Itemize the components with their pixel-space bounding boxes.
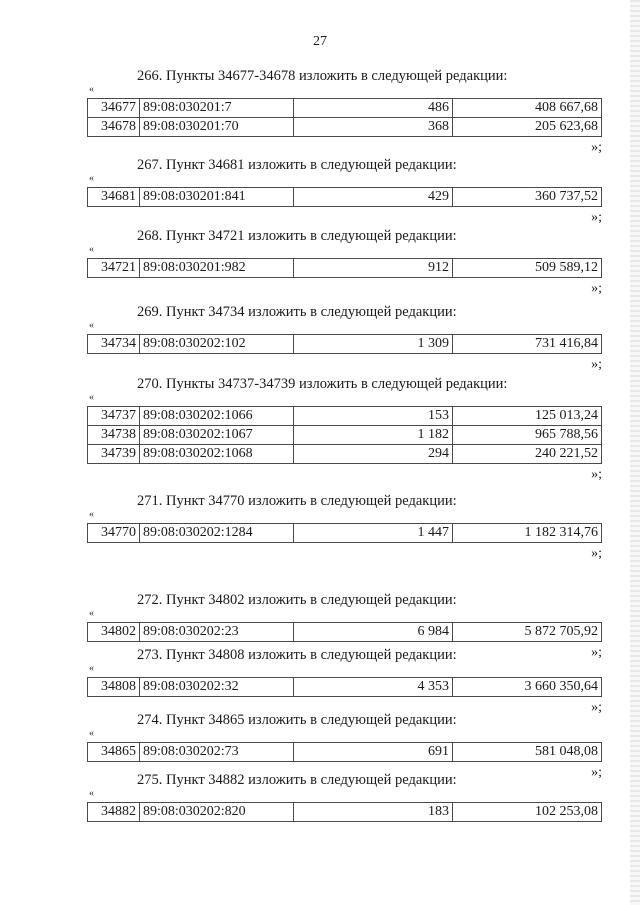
table-row (88, 426, 602, 445)
table-row (88, 99, 602, 118)
table-row (88, 407, 602, 426)
amendment-heading: 270. Пункты 34737-34739 изложить в следующей редакции: (137, 376, 508, 392)
opening-quote: « (89, 509, 94, 520)
value-cell: 965 788,56 (453, 426, 602, 445)
cadastral-number-cell: 89:08:030201:70 (140, 118, 294, 137)
value-cell: 125 013,24 (453, 407, 602, 426)
area-cell: 368 (294, 118, 453, 137)
amendment-table (87, 187, 602, 207)
closing-quote: »; (591, 281, 602, 296)
cadastral-number-cell: 89:08:030202:1067 (140, 426, 294, 445)
item-number-cell: 34802 (88, 623, 140, 642)
area-cell: 4 353 (294, 678, 453, 697)
item-number-cell: 34865 (88, 743, 140, 762)
table-row (88, 803, 602, 822)
table-row (88, 259, 602, 278)
area-cell: 912 (294, 259, 453, 278)
value-cell: 5 872 705,92 (453, 623, 602, 642)
area-cell: 486 (294, 99, 453, 118)
item-number-cell: 34681 (88, 188, 140, 207)
amendment-table (87, 677, 602, 697)
cadastral-number-cell: 89:08:030201:982 (140, 259, 294, 278)
cadastral-number-cell: 89:08:030201:841 (140, 188, 294, 207)
table-row (88, 188, 602, 207)
area-cell: 429 (294, 188, 453, 207)
area-cell: 1 309 (294, 335, 453, 354)
amendment-table (87, 98, 602, 137)
amendment-heading: 267. Пункт 34681 изложить в следующей редакции: (137, 157, 457, 173)
cadastral-number-cell: 89:08:030202:1066 (140, 407, 294, 426)
item-number-cell: 34739 (88, 445, 140, 464)
closing-quote: »; (591, 357, 602, 372)
item-number-cell: 34678 (88, 118, 140, 137)
opening-quote: « (89, 244, 94, 255)
value-cell: 360 737,52 (453, 188, 602, 207)
opening-quote: « (89, 608, 94, 619)
item-number-cell: 34721 (88, 259, 140, 278)
area-cell: 6 984 (294, 623, 453, 642)
amendment-heading: 273. Пункт 34808 изложить в следующей редакции: (137, 647, 457, 663)
area-cell: 1 182 (294, 426, 453, 445)
value-cell: 581 048,08 (453, 743, 602, 762)
item-number-cell: 34734 (88, 335, 140, 354)
amendment-heading: 269. Пункт 34734 изложить в следующей редакции: (137, 304, 457, 320)
cadastral-number-cell: 89:08:030202:73 (140, 743, 294, 762)
page-number: 27 (313, 34, 327, 49)
opening-quote: « (89, 320, 94, 331)
table-row (88, 118, 602, 137)
value-cell: 102 253,08 (453, 803, 602, 822)
area-cell: 153 (294, 407, 453, 426)
cadastral-number-cell: 89:08:030202:23 (140, 623, 294, 642)
amendment-table (87, 622, 602, 642)
cadastral-number-cell: 89:08:030202:820 (140, 803, 294, 822)
amendment-heading: 274. Пункт 34865 изложить в следующей редакции: (137, 712, 457, 728)
value-cell: 3 660 350,64 (453, 678, 602, 697)
table-row (88, 743, 602, 762)
opening-quote: « (89, 173, 94, 184)
amendment-table (87, 523, 602, 543)
opening-quote: « (89, 84, 94, 95)
closing-quote: »; (591, 546, 602, 561)
item-number-cell: 34808 (88, 678, 140, 697)
table-row (88, 623, 602, 642)
amendment-table (87, 802, 602, 822)
closing-quote: »; (591, 467, 602, 482)
table-row (88, 678, 602, 697)
closing-quote: »; (591, 700, 602, 715)
opening-quote: « (89, 663, 94, 674)
value-cell: 1 182 314,76 (453, 524, 602, 543)
area-cell: 294 (294, 445, 453, 464)
opening-quote: « (89, 728, 94, 739)
item-number-cell: 34737 (88, 407, 140, 426)
cadastral-number-cell: 89:08:030202:32 (140, 678, 294, 697)
item-number-cell: 34770 (88, 524, 140, 543)
area-cell: 691 (294, 743, 453, 762)
table-row (88, 445, 602, 464)
opening-quote: « (89, 392, 94, 403)
value-cell: 240 221,52 (453, 445, 602, 464)
cadastral-number-cell: 89:08:030202:1284 (140, 524, 294, 543)
amendment-table (87, 406, 602, 464)
amendment-heading: 272. Пункт 34802 изложить в следующей редакции: (137, 592, 457, 608)
amendment-table (87, 742, 602, 762)
amendment-heading: 266. Пункты 34677-34678 изложить в следующей редакции: (137, 68, 508, 84)
closing-quote: »; (591, 765, 602, 780)
amendment-heading: 275. Пункт 34882 изложить в следующей редакции: (137, 772, 457, 788)
table-row (88, 335, 602, 354)
closing-quote: »; (591, 210, 602, 225)
item-number-cell: 34677 (88, 99, 140, 118)
value-cell: 509 589,12 (453, 259, 602, 278)
opening-quote: « (89, 788, 94, 799)
cadastral-number-cell: 89:08:030202:102 (140, 335, 294, 354)
table-row (88, 524, 602, 543)
amendment-table (87, 258, 602, 278)
cadastral-number-cell: 89:08:030201:7 (140, 99, 294, 118)
value-cell: 731 416,84 (453, 335, 602, 354)
closing-quote: »; (591, 140, 602, 155)
closing-quote: »; (591, 645, 602, 660)
value-cell: 205 623,68 (453, 118, 602, 137)
value-cell: 408 667,68 (453, 99, 602, 118)
item-number-cell: 34738 (88, 426, 140, 445)
amendment-heading: 271. Пункт 34770 изложить в следующей редакции: (137, 493, 457, 509)
area-cell: 183 (294, 803, 453, 822)
item-number-cell: 34882 (88, 803, 140, 822)
scan-edge (630, 0, 640, 905)
area-cell: 1 447 (294, 524, 453, 543)
amendment-heading: 268. Пункт 34721 изложить в следующей редакции: (137, 228, 457, 244)
amendment-table (87, 334, 602, 354)
cadastral-number-cell: 89:08:030202:1068 (140, 445, 294, 464)
